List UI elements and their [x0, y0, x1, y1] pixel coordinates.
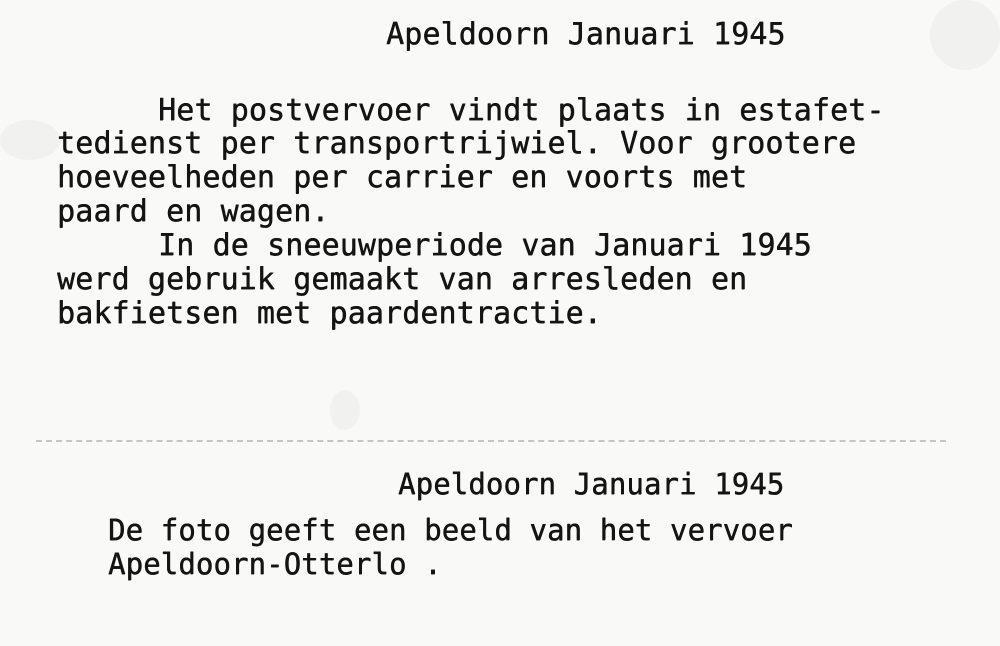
caption-line-2: Apeldoorn-Otterlo . [108, 547, 442, 581]
paragraph-1-line-1: Het postvervoer vindt plaats in estafet- [158, 93, 885, 128]
torn-edge-divider [36, 440, 946, 442]
paragraph-2-line-1: In de sneeuwperiode van Januari 1945 [158, 228, 812, 263]
paragraph-1-line-4: paard en wagen. [57, 194, 330, 229]
caption-dateline: Apeldoorn Januari 1945 [398, 467, 785, 501]
paper-smudge [330, 390, 360, 430]
paragraph-1-line-2: tedienst per transportrijwiel. Voor grootere [57, 126, 857, 161]
paper-smudge [930, 0, 1000, 70]
paragraph-1-line-3: hoeveelheden per carrier en voorts met [57, 160, 748, 195]
paper-smudge [0, 120, 60, 160]
top-dateline: Apeldoorn Januari 1945 [386, 17, 786, 52]
paragraph-2-line-3: bakfietsen met paardentractie. [57, 296, 602, 331]
paragraph-2-line-2: werd gebruik gemaakt van arresleden en [57, 262, 748, 297]
caption-line-1: De foto geeft een beeld van het vervoer [108, 513, 793, 547]
